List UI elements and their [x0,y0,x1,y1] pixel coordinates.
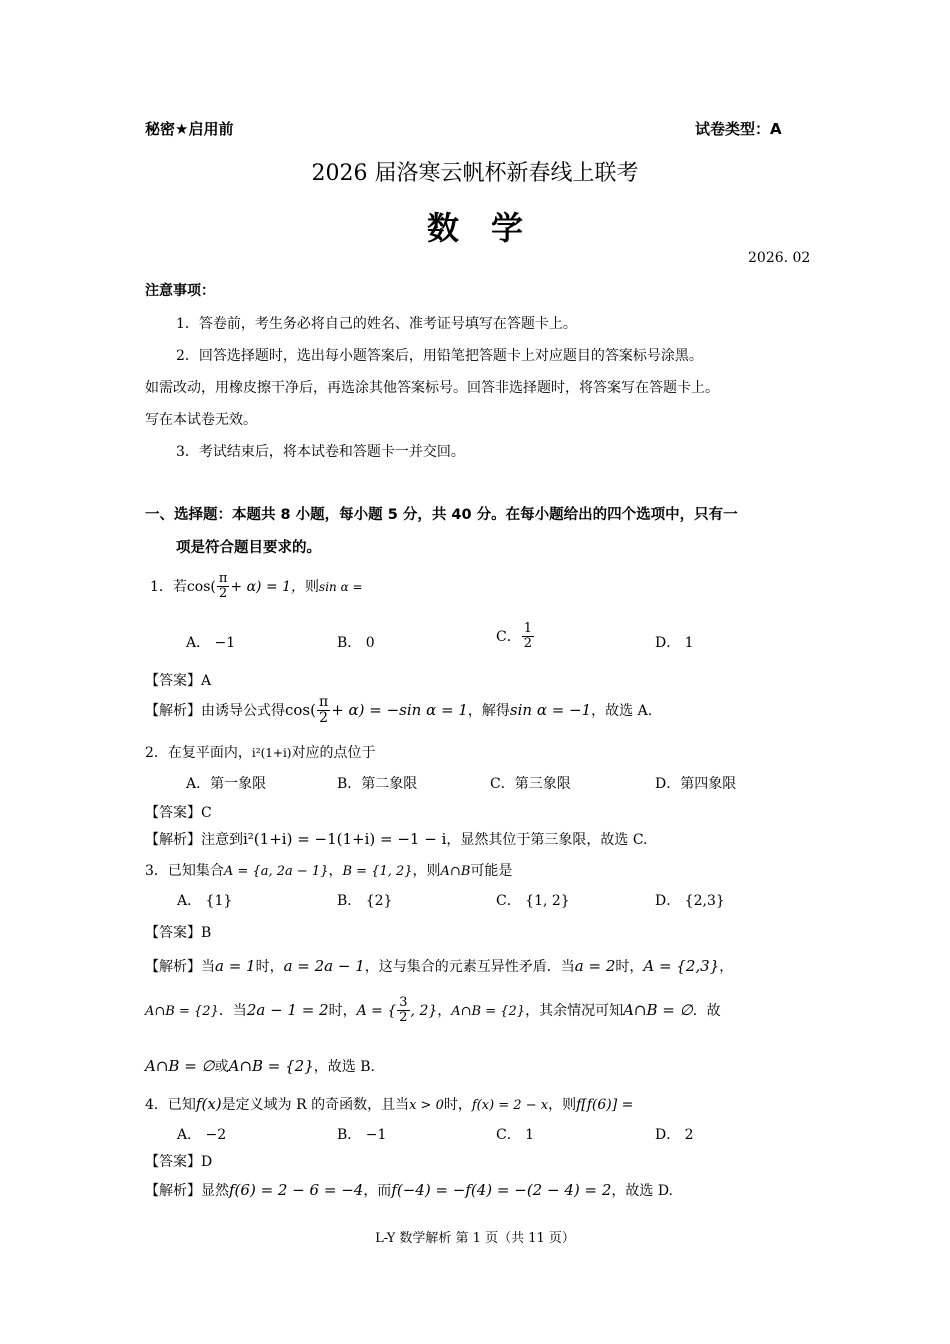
q4-analysis-b: ，而 [363,1183,392,1199]
notice-item-1: 1．答卷前，考生务必将自己的姓名、准考证号填写在答题卡上。 [176,316,577,332]
q3-option-c: C． {1, 2} [496,893,570,909]
q2-option-d: D．第四象限 [655,776,737,792]
q1-option-c [496,622,535,652]
question-3-stem [145,860,512,880]
question-2-stem [145,742,375,762]
q1-analysis-fraction [317,695,330,727]
q3-l1-m4: A = {2,3} [643,957,720,975]
q1-option-d: D． 1 [655,635,694,651]
q1-then: 则 [305,578,320,595]
q1-option-b: B． 0 [337,635,375,651]
q4-stem-d: ，则 [548,1097,577,1113]
q3-l1-m2: a = 2a − 1 [283,957,365,975]
section-heading-line-1: 一、选择题：本题共 8 小题，每小题 5 分，共 40 分。在每小题给出的四个选项中，只有一 [145,507,738,523]
q1-frac-num: π [218,571,228,586]
q4-stem-m1: f(x) [195,1095,222,1113]
q3-set-b: B = {1, 2} [342,864,413,879]
q3-l1-b: 时， [255,959,284,975]
q4-analysis-c: ，故选 D. [611,1183,674,1199]
q1-analysis-solution: sin α = −1 [509,700,592,719]
subject-title: 数学 [426,209,555,247]
section-heading-line-2: 项是符合题目要求的。 [176,540,321,556]
q3-l1-e: ， [719,959,734,975]
q4-stem-c: 时， [443,1097,472,1113]
notice-item-2-line-3: 写在本试卷无效。 [145,412,257,428]
q2-analysis-b: ，显然其位于第三象限，故选 C. [446,832,648,848]
q1-analysis [145,695,652,727]
paper-type-label: 试卷类型：A [695,120,782,138]
q2-option-a: A．第一象限 [186,776,267,792]
exam-title: 2026 届洛寒云帆杯新春线上联考 [311,161,639,186]
q3-option-d: D． {2,3} [655,893,725,909]
q1-option-c-den: 2 [523,636,532,652]
q3-stem-a: 3．已知集合 [145,863,224,879]
q3-l2-m2: 2a − 1 = 2 [246,1000,329,1019]
q2-option-b: B．第二象限 [337,776,418,792]
q3-l3-b: ，故选 B. [313,1059,375,1075]
q4-stem-a: 4．已知 [145,1097,196,1113]
q3-l3-m1: A∩B = ∅ [145,1057,215,1075]
confidential-label: 秘密★启用前 [145,120,234,138]
q4-option-a: A． −2 [177,1127,227,1143]
q3-stem-sep: ， [328,863,343,879]
q1-cos: cos( [186,578,216,595]
q3-l2-m3a: A = { [356,1002,397,1019]
q2-stem-math: i²(1+i) [251,746,292,760]
q3-l2-m3b: , 2} [410,1002,438,1019]
q4-analysis-m2: f(−4) = −f(4) = −(2 − 4) = 2 [391,1181,612,1199]
question-4-stem [145,1094,633,1114]
q4-option-c: C． 1 [496,1127,535,1143]
q3-answer: 【答案】B [145,925,212,941]
q1-prefix: 1．若 [150,578,187,595]
q3-l2-fraction [397,996,409,1026]
q1-analysis-den: 2 [319,710,329,727]
q3-l3-a: 或 [214,1059,229,1075]
q3-set-a: A = {a, 2a − 1} [223,864,329,879]
q2-analysis-math: i²(1+i) = −1(1+i) = −1 − i [243,830,447,848]
q3-l2-den: 2 [399,1010,408,1026]
q1-analysis-cos: cos( [285,700,316,719]
q1-option-c-fraction [522,622,534,652]
q1-analysis-c: ，故选 A. [591,702,653,719]
q3-l2-b: 时， [328,1002,357,1019]
q3-l1-c: ，这与集合的元素互异性矛盾．当 [364,959,575,975]
q4-option-b: B． −1 [337,1127,387,1143]
q3-analysis-line-2 [145,996,721,1026]
q1-analysis-b: ，解得 [467,702,510,719]
q2-analysis-a: 【解析】注意到 [145,832,243,848]
q3-analysis-line-3 [145,1056,375,1076]
question-1-stem [150,572,363,602]
q2-analysis [145,829,648,849]
notice-item-3: 3．考试结束后，将本试卷和答题卡一并交回。 [176,444,465,460]
q1-option-c-label: C． [496,628,521,645]
q1-fraction [217,572,230,602]
notice-title: 注意事项： [145,283,215,299]
q2-stem-a: 2．在复平面内， [145,745,252,761]
q3-option-a: A． {1} [177,893,233,909]
q4-analysis [145,1180,673,1200]
q4-option-d: D． 2 [655,1127,694,1143]
q3-option-b: B． {2} [337,893,393,909]
q4-stem-m3: f(x) = 2 − x [471,1098,549,1113]
q3-l2-d: ，其余情况可知 [525,1002,624,1019]
q1-analysis-num: π [318,694,329,710]
notice-item-2-line-1: 2．回答选择题时，选出每小题答案后，用铅笔把答题卡上对应题目的答案标号涂黑。 [176,348,703,364]
q1-option-c-num: 1 [523,621,532,636]
q3-l1-d: 时， [615,959,644,975]
q1-analysis-rest: + α) = −sin α = 1 [331,700,468,719]
q3-l2-m4: A∩B = {2} [451,1003,526,1019]
q3-l2-e: ．故 [692,1002,721,1019]
q3-intersection: A∩B [440,864,471,879]
q1-analysis-a: 【解析】由诱导公式得 [145,702,285,719]
q3-l2-a: ．当 [218,1002,247,1019]
q4-answer: 【答案】D [145,1154,213,1170]
q3-l2-m1: A∩B = {2} [145,1003,219,1019]
q1-frac-den: 2 [218,586,228,602]
q4-stem-m2: x > 0 [409,1098,444,1113]
q3-l1-m3: a = 2 [574,957,616,975]
q1-rest: + α) = 1， [230,578,306,595]
q3-l2-num: 3 [399,995,408,1010]
notice-item-2-line-2: 如需改动，用橡皮擦干净后，再选涂其他答案标号。回答非选择题时，将答案写在答题卡上。 [145,380,719,396]
q4-analysis-m1: f(6) = 2 − 6 = −4 [229,1181,364,1199]
q3-stem-c: 可能是 [470,863,513,879]
q4-stem-m4: f[f(6)] = [576,1097,634,1113]
q3-l2-c: ， [437,1002,452,1019]
q3-l1-m1: a = 1 [215,957,256,975]
q2-answer: 【答案】C [145,805,212,821]
q3-l1-a: 【解析】当 [145,959,215,975]
exam-date: 2026. 02 [748,250,811,266]
q3-l3-m2: A∩B = {2} [228,1057,314,1075]
q4-analysis-a: 【解析】显然 [145,1183,229,1199]
q1-ask: sin α = [319,579,363,594]
q1-answer: 【答案】A [145,673,212,689]
q2-stem-b: 对应的点位于 [291,745,376,761]
q3-analysis-line-1 [145,956,733,976]
q3-stem-b: ，则 [412,863,441,879]
q3-l2-m5: A∩B = ∅ [623,1000,693,1019]
page-footer: L-Y 数学解析 第 1 页（共 11 页） [375,1231,575,1246]
q4-stem-b: 是定义域为 R 的奇函数，且当 [221,1097,410,1113]
q1-option-a: A． −1 [186,635,236,651]
q2-option-c: C．第三象限 [490,776,571,792]
